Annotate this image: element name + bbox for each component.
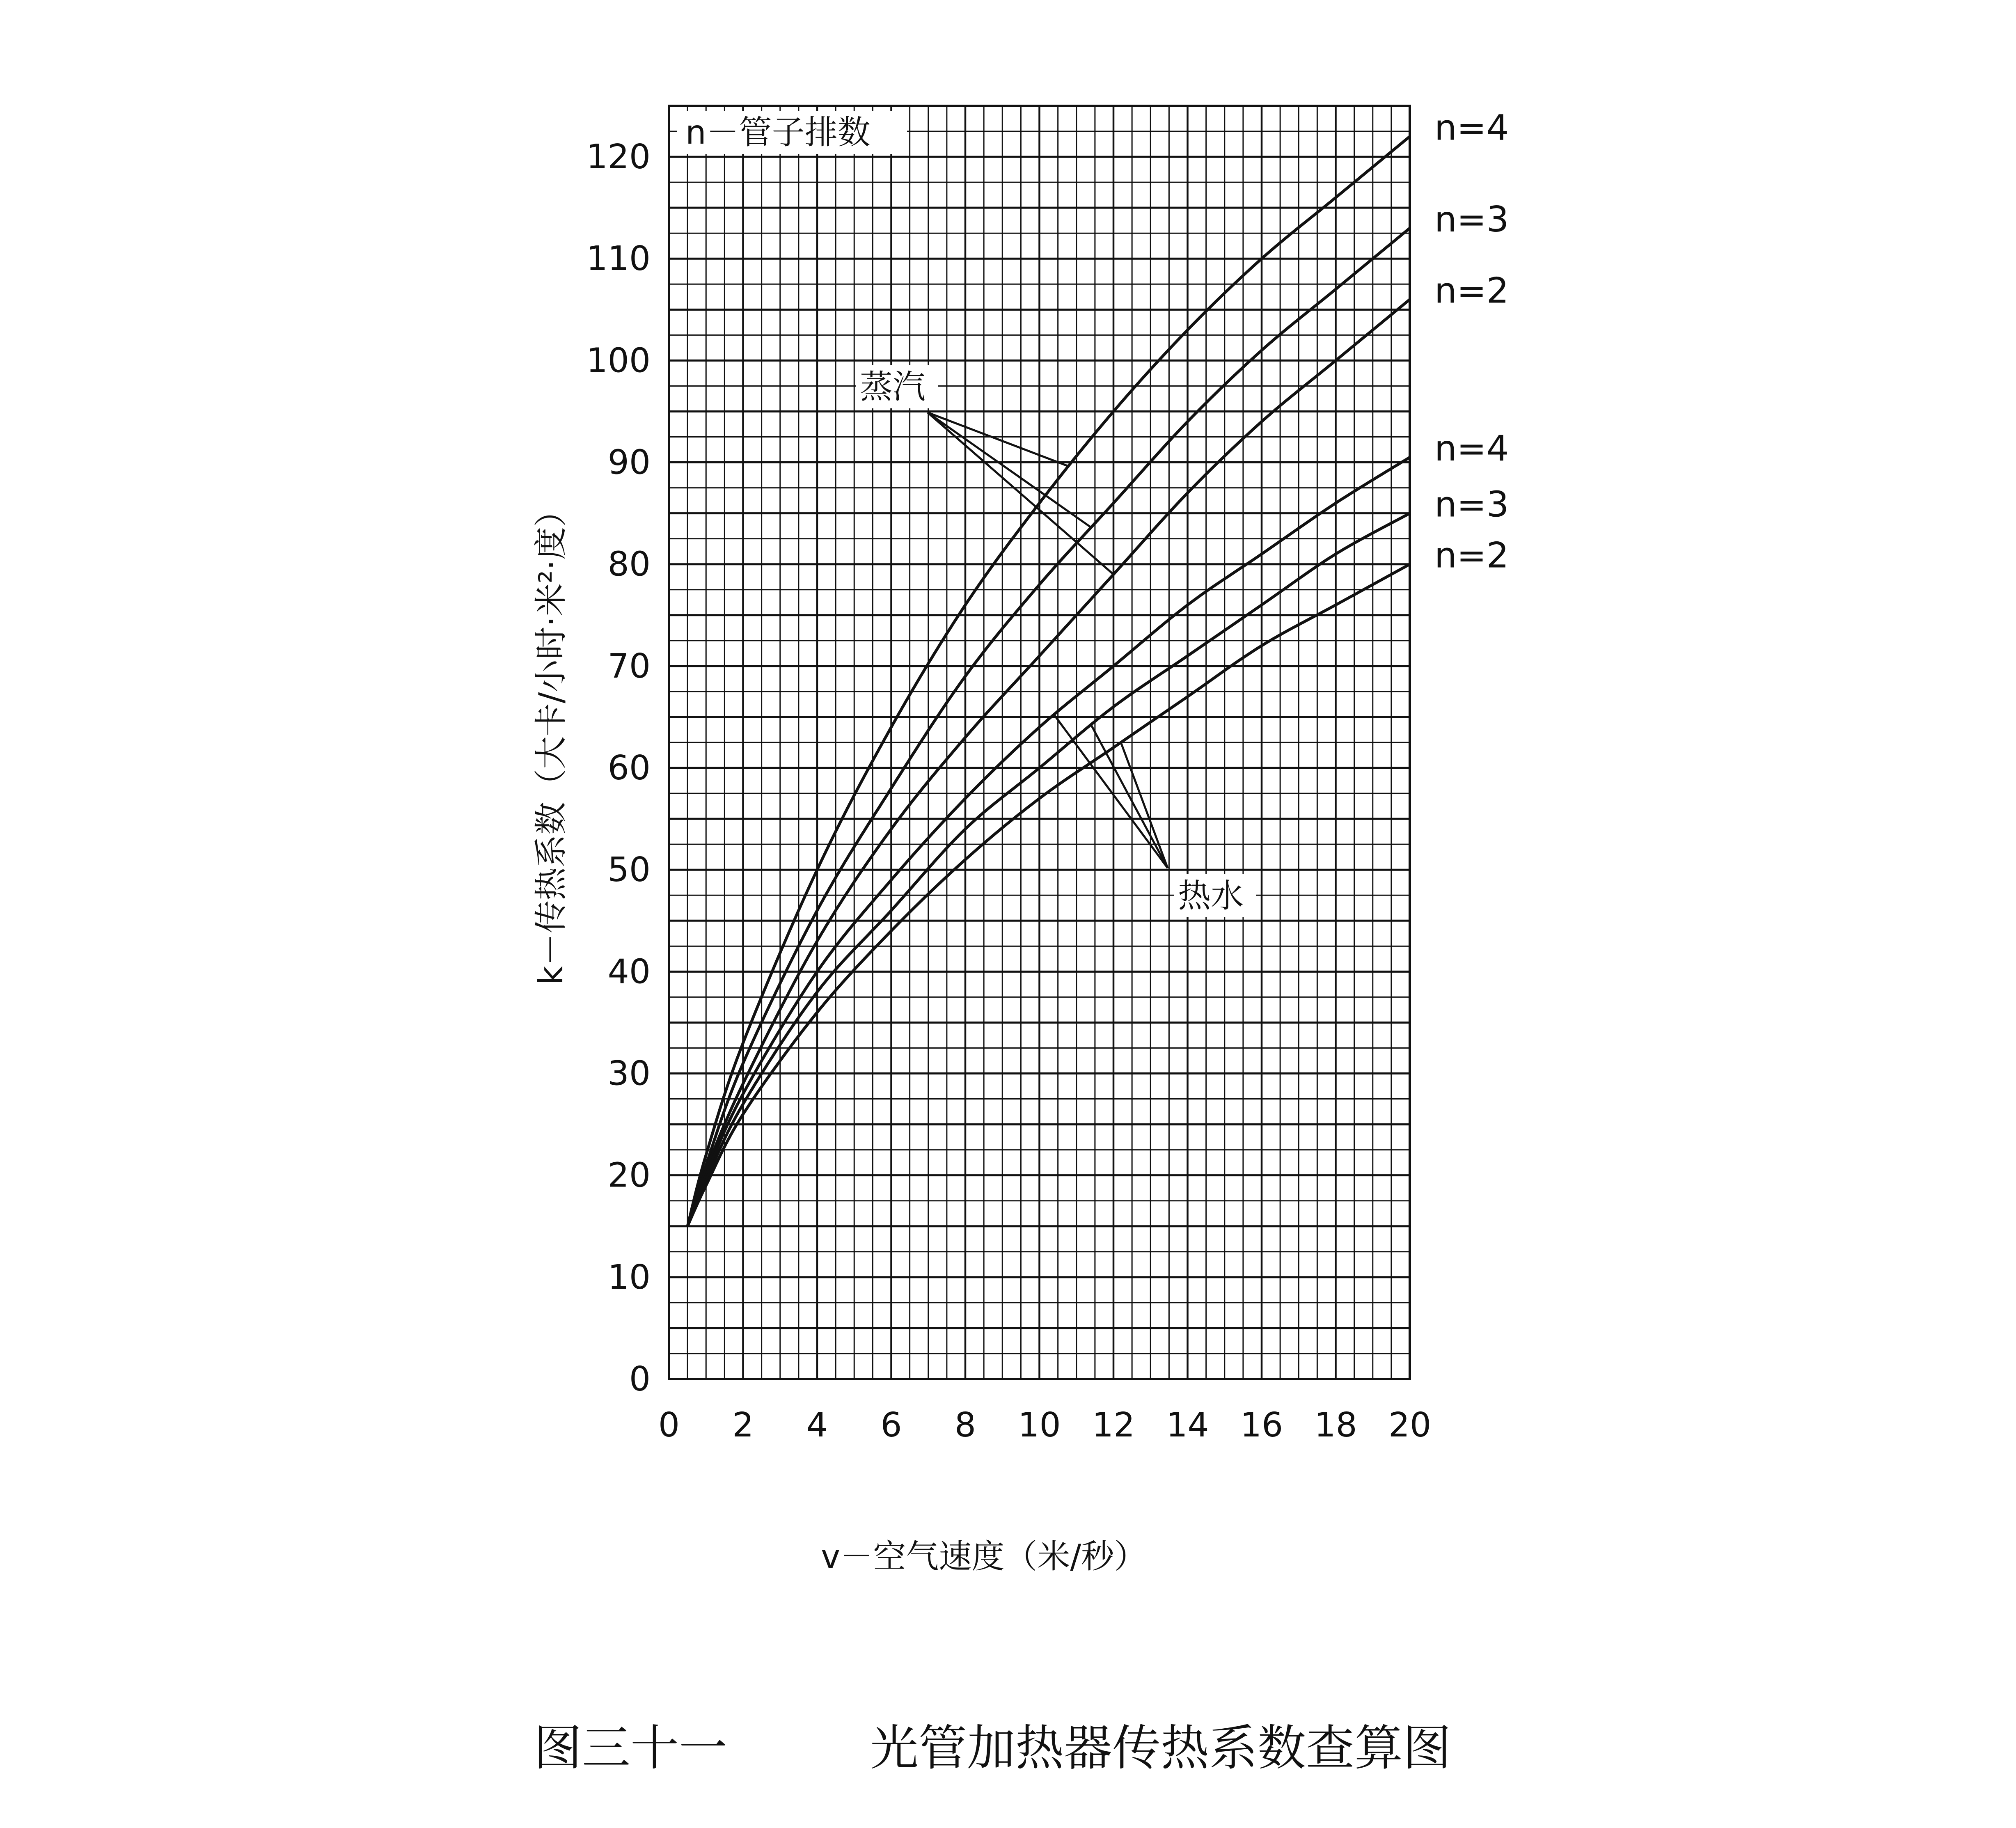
x-tick-labels [658, 1406, 1431, 1445]
series-line-steam [687, 300, 1410, 1226]
y-tick-label: 30 [607, 1054, 651, 1093]
x-tick-label: 12 [1092, 1406, 1135, 1445]
series-label-hot_water: n=4 [1434, 428, 1509, 470]
x-tick-label: 14 [1166, 1406, 1209, 1445]
y-axis-label: k－传热系数（大卡/小时·米²·度） [532, 494, 570, 985]
x-tick-label: 0 [658, 1406, 680, 1445]
y-tick-label: 50 [607, 850, 651, 890]
y-tick-labels [586, 137, 651, 1399]
x-tick-label: 10 [1018, 1406, 1061, 1445]
y-tick-label: 90 [607, 443, 651, 482]
hot-water-pointer-line [1091, 725, 1168, 868]
y-tick-label: 70 [607, 646, 651, 686]
x-tick-label: 6 [880, 1406, 902, 1445]
hot-water-pointer-line [1121, 742, 1168, 868]
series-label-hot_water: n=2 [1434, 535, 1509, 576]
steam-pointer-line [928, 412, 1069, 466]
x-tick-label: 20 [1388, 1406, 1432, 1445]
series-line-steam [687, 136, 1410, 1226]
x-tick-label: 8 [954, 1406, 976, 1445]
y-tick-label: 20 [607, 1156, 651, 1195]
y-tick-label: 110 [586, 239, 651, 279]
hot-water-annotation: 热水 [1178, 877, 1244, 915]
figure-number: 图三十一 [534, 1720, 728, 1776]
x-tick-label: 4 [806, 1406, 828, 1445]
x-tick-label: 18 [1314, 1406, 1357, 1445]
y-tick-label: 100 [586, 341, 651, 380]
series-label-steam: n=4 [1434, 107, 1509, 149]
y-tick-label: 120 [586, 137, 651, 177]
y-tick-label: 0 [629, 1360, 651, 1399]
x-tick-label: 2 [732, 1406, 754, 1445]
series-label-hot_water: n=3 [1434, 484, 1509, 525]
steam-annotation: 蒸汽 [860, 368, 926, 406]
y-tick-label: 40 [607, 952, 651, 992]
x-axis-label: v－空气速度（米/秒） [821, 1537, 1147, 1576]
series-labels [1434, 107, 1509, 576]
legend-note: n－管子排数 [685, 113, 871, 151]
y-tick-label: 10 [607, 1258, 651, 1297]
y-tick-label: 80 [607, 545, 651, 584]
series-label-steam: n=2 [1434, 270, 1509, 312]
figure-caption: 光管加热器传热系数查算图 [870, 1720, 1452, 1776]
grid [669, 106, 1410, 1379]
y-tick-label: 60 [607, 749, 651, 788]
curves [687, 136, 1410, 1226]
series-label-steam: n=3 [1434, 199, 1509, 240]
series-line-steam [687, 228, 1410, 1226]
x-tick-label: 16 [1240, 1406, 1283, 1445]
